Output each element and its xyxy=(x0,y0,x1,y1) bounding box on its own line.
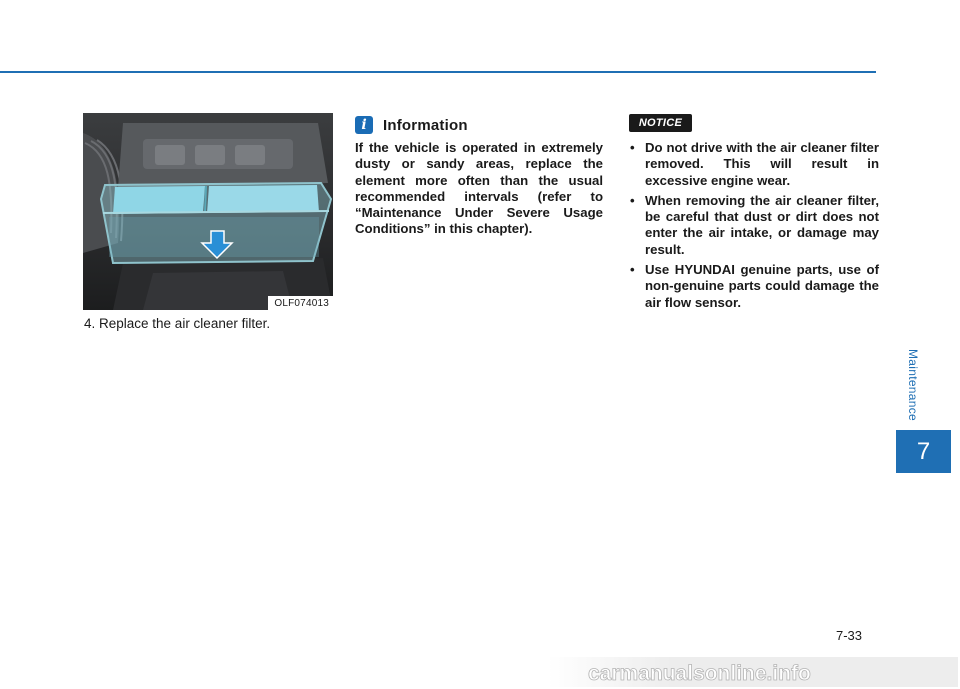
information-body: If the vehicle is operated in extremely dusty or sandy areas, replace the element more often than the usual recommended intervals (refer to “Maintenance Under Severe Usage Conditions” in this chapter). xyxy=(355,140,603,237)
engine-bay-illustration xyxy=(83,113,333,310)
watermark-text: carmanualsonline.info xyxy=(588,662,811,685)
step-instruction: 4. Replace the air cleaner filter. xyxy=(84,316,271,331)
chapter-side-label: Maintenance xyxy=(906,348,921,422)
notice-item: • When removing the air cleaner filter, be careful that dust or dirt does not enter the air intake, or damage may result. xyxy=(629,193,879,258)
information-heading xyxy=(355,116,468,134)
watermark xyxy=(548,657,958,687)
notice-item: • Use HYUNDAI genuine parts, use of non-genuine parts could damage the air flow sensor. xyxy=(629,262,879,311)
chapter-tab: 7 xyxy=(896,430,951,473)
information-title: Information xyxy=(383,116,468,134)
figure-code: OLF074013 xyxy=(268,296,333,310)
notice-list xyxy=(629,140,879,315)
air-filter-photo xyxy=(83,113,333,310)
notice-badge: NOTICE xyxy=(629,114,692,132)
page-number: 7-33 xyxy=(836,628,863,643)
info-icon: i xyxy=(355,116,373,134)
header-rule xyxy=(0,71,876,73)
notice-item: • Do not drive with the air cleaner filter removed. This will result in excessive engine wear. xyxy=(629,140,879,189)
